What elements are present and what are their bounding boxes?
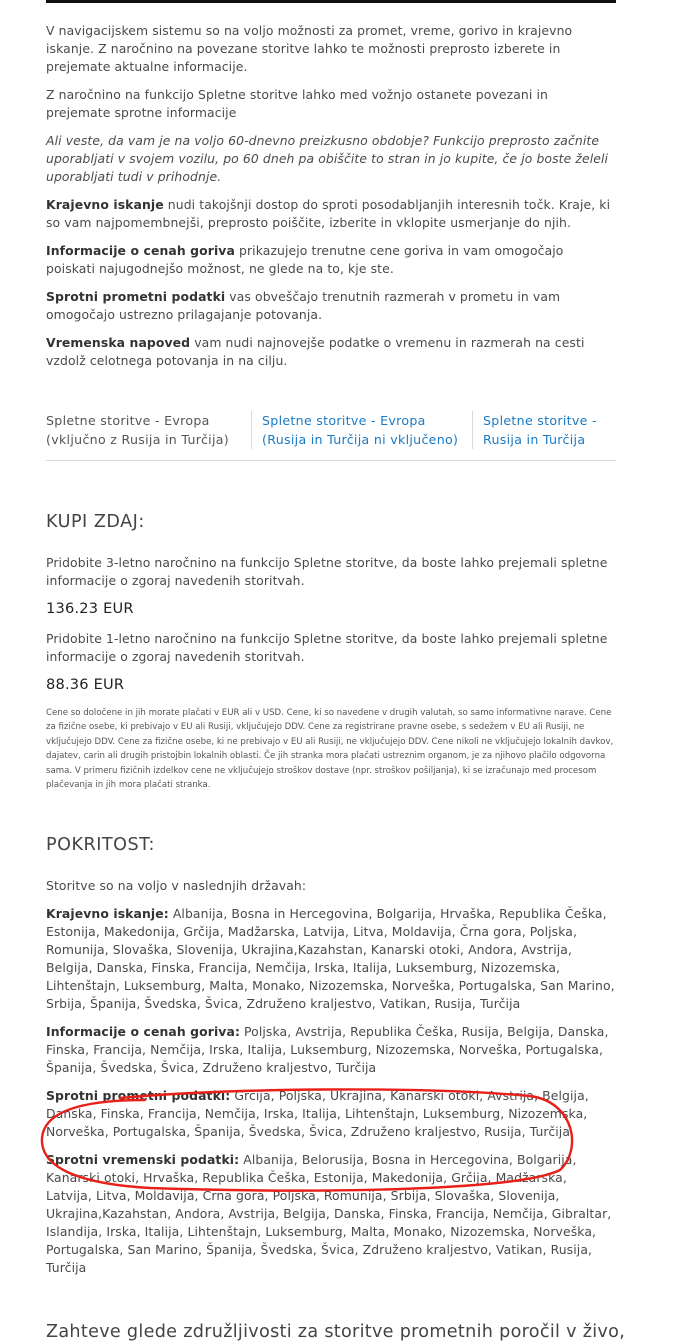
coverage-title: Informacije o cenah goriva: [46,1024,240,1040]
buy-now-heading: KUPI ZDAJ: [46,512,145,532]
coverage-countries: Albanija, Belorusija, Bosna in Hercegovina, Bolgarija, Kanarski otoki, Hrvaška, Republika Češka, Estonija, Makedonija, Grčija, Madžarska, Latvija, Litva, Moldavija, Črna gora, Poljska, Romunija, Srbija, Slovaška, Slovenija, Ukrajina,Kazahstan, Andora, Avstrija, Belgija, Danska, Finska, Francija, Nemčija, Gibraltar, Islandija, Irska, Italija, Lihtenštajn, Luksemburg, Malta, Monako, Nizozemska, Norveška, Portugalska, San Marino, Španija, Švedska, Švica, Združeno kraljestvo, Vatikan, Rusija, Turčija [46,1152,612,1276]
price-disclaimer: Cene so določene in jih morate plačati v EUR ali v USD. Cene, ki so navedene v drugih valutah, so samo informativne narave. Cene za fizične osebe, ki prebivajo v EU ali Rusiji, vključujejo DDV. Cene za registrirane pravne osebe, s sedežem v EU ali Rusiji, ne vključujejo DDV. Cene za fizične osebe, ki ne prebivajo v EU ali Rusiji, ne vključujejo DDV. Cene nikoli ne vključujejo lokalnih davkov, dajatev, carin ali drugih pristojbin lokalnih oblasti. Če jih stranka mora plačati ustreznim organom, je za njihovo plačilo odgovorna sama. V primeru fizičnih izdelkov cene ne vključujejo stroškov dostave (npr. stroškov pošiljanja), ki se izračunajo med procesom plačevanja in jih mora plačati stranka. [46,708,614,791]
main-content [46,22,616,1287]
offer-1-year: Pridobite 1-letno naročnino na funkcijo Spletne storitve, da boste lahko prejemali spletne informacije o zgoraj navedenih storitvah. [46,631,608,664]
feature-text: vam nudi najnovejše podatke o vremenu in razmerah na cesti vzdolž celotnega potovanja in na cilju. [46,335,585,368]
feature-title: Informacije o cenah goriva [46,243,235,258]
coverage-local-search [46,905,616,1013]
feature-traffic [46,288,616,324]
feature-text: nudi takojšnji dostop do sproti posodabljanjih interesnih točk. Kraje, ki so vam najpomembnejši, preprosto poiščite, izberite in vklopite usmerjanje do njih. [46,197,611,230]
offer-3-year: Pridobite 3-letno naročnino na funkcijo Spletne storitve, da boste lahko prejemali spletne informacije o zgoraj navedenih storitvah. [46,555,608,588]
intro-paragraph: V navigacijskem sistemu so na voljo možnosti za promet, vreme, gorivo in krajevno iskanje. Z naročnino na povezane storitve lahko te možnosti preprosto izberete in prejemate aktualne informacije. [46,23,573,74]
tab-europe-excl-russia-turkey[interactable]: Spletne storitve - Evropa (Rusija in Turčija ni vključeno) [251,411,472,449]
coverage-title: Sprotni vremenski podatki: [46,1152,240,1168]
coverage-title: Krajevno iskanje: [46,906,169,922]
coverage-heading: POKRITOST: [46,835,155,856]
feature-text: prikazujejo trenutne cene goriva in vam omogočajo poiskati najugodnejšo možnost, ne glede na to, kje ste. [46,243,564,276]
price-3-year: 136.23 EUR [46,600,134,617]
coverage-weather [46,1151,616,1277]
coverage-countries: Grčija, Poljska, Ukrajina, Kanarski otoki, Avstrija, Belgija, Danska, Finska, Francija, Nemčija, Irska, Italija, Lihtenštajn, Luksemburg, Nizozemska, Norveška, Portugalska, Španija, Švedska, Švica, Združeno kraljestvo, Rusija, Turčija [46,1088,589,1140]
tab-europe-incl-russia-turkey[interactable]: Spletne storitve - Evropa (vključno z Rusija in Turčija) [46,413,230,447]
compatibility-heading: Zahteve glede združljivosti za storitve prometnih poročil v živo, [46,1322,626,1342]
price-1-year: 88.36 EUR [46,676,125,693]
region-tabs [46,411,616,461]
feature-fuel-prices [46,242,616,278]
coverage-intro: Storitve so na voljo v naslednjih državah: [46,878,307,894]
feature-title: Krajevno iskanje [46,197,164,212]
coverage-fuel-prices [46,1023,616,1077]
feature-title: Sprotni prometni podatki [46,289,226,304]
coverage-countries: Poljska, Avstrija, Republika Češka, Rusija, Belgija, Danska, Finska, Francija, Nemčija, Irska, Italija, Luksemburg, Nizozemska, Norveška, Portugalska, Španija, Švedska, Švica, Združeno kraljestvo, Turčija [46,1024,609,1076]
feature-text: vas obveščajo trenutnih razmerah v prometu in vam omogočajo ustrezno prilagajanje potovanja. [46,289,561,322]
subscription-paragraph: Z naročnino na funkcijo Spletne storitve lahko med vožnjo ostanete povezani in prejemate sprotne informacije [46,87,548,120]
coverage-countries: Albanija, Bosna in Hercegovina, Bolgarija, Hrvaška, Republika Češka, Estonija, Makedonija, Grčija, Madžarska, Latvija, Litva, Moldavija, Črna gora, Poljska, Romunija, Slovaška, Slovenija, Ukrajina,Kazahstan, Kanarski otoki, Andora, Avstrija, Belgija, Danska, Finska, Francija, Nemčija, Irska, Italija, Luksemburg, Nizozemska, Lihtenštajn, Luksemburg, Malta, Monako, Nizozemska, Norveška, Portugalska, San Marino, Srbija, Španija, Švedska, Švica, Združeno kraljestvo, Vatikan, Rusija, Turčija [46,906,615,1012]
trial-paragraph: Ali veste, da vam je na voljo 60-dnevno preizkusno obdobje? Funkcijo preprosto začnite uporabljati v svojem vozilu, po 60 dneh pa obiščite to stran in jo kupite, če jo boste želeli uporabljati tudi v prihodnje. [46,133,609,184]
feature-weather [46,334,616,370]
feature-title: Vremenska napoved [46,335,191,350]
tab-russia-turkey[interactable]: Spletne storitve - Rusija in Turčija [472,411,616,449]
coverage-title: Sprotni prometni podatki: [46,1088,231,1104]
coverage-traffic [46,1087,616,1141]
top-border-bar [46,0,616,3]
feature-local-search [46,196,616,232]
